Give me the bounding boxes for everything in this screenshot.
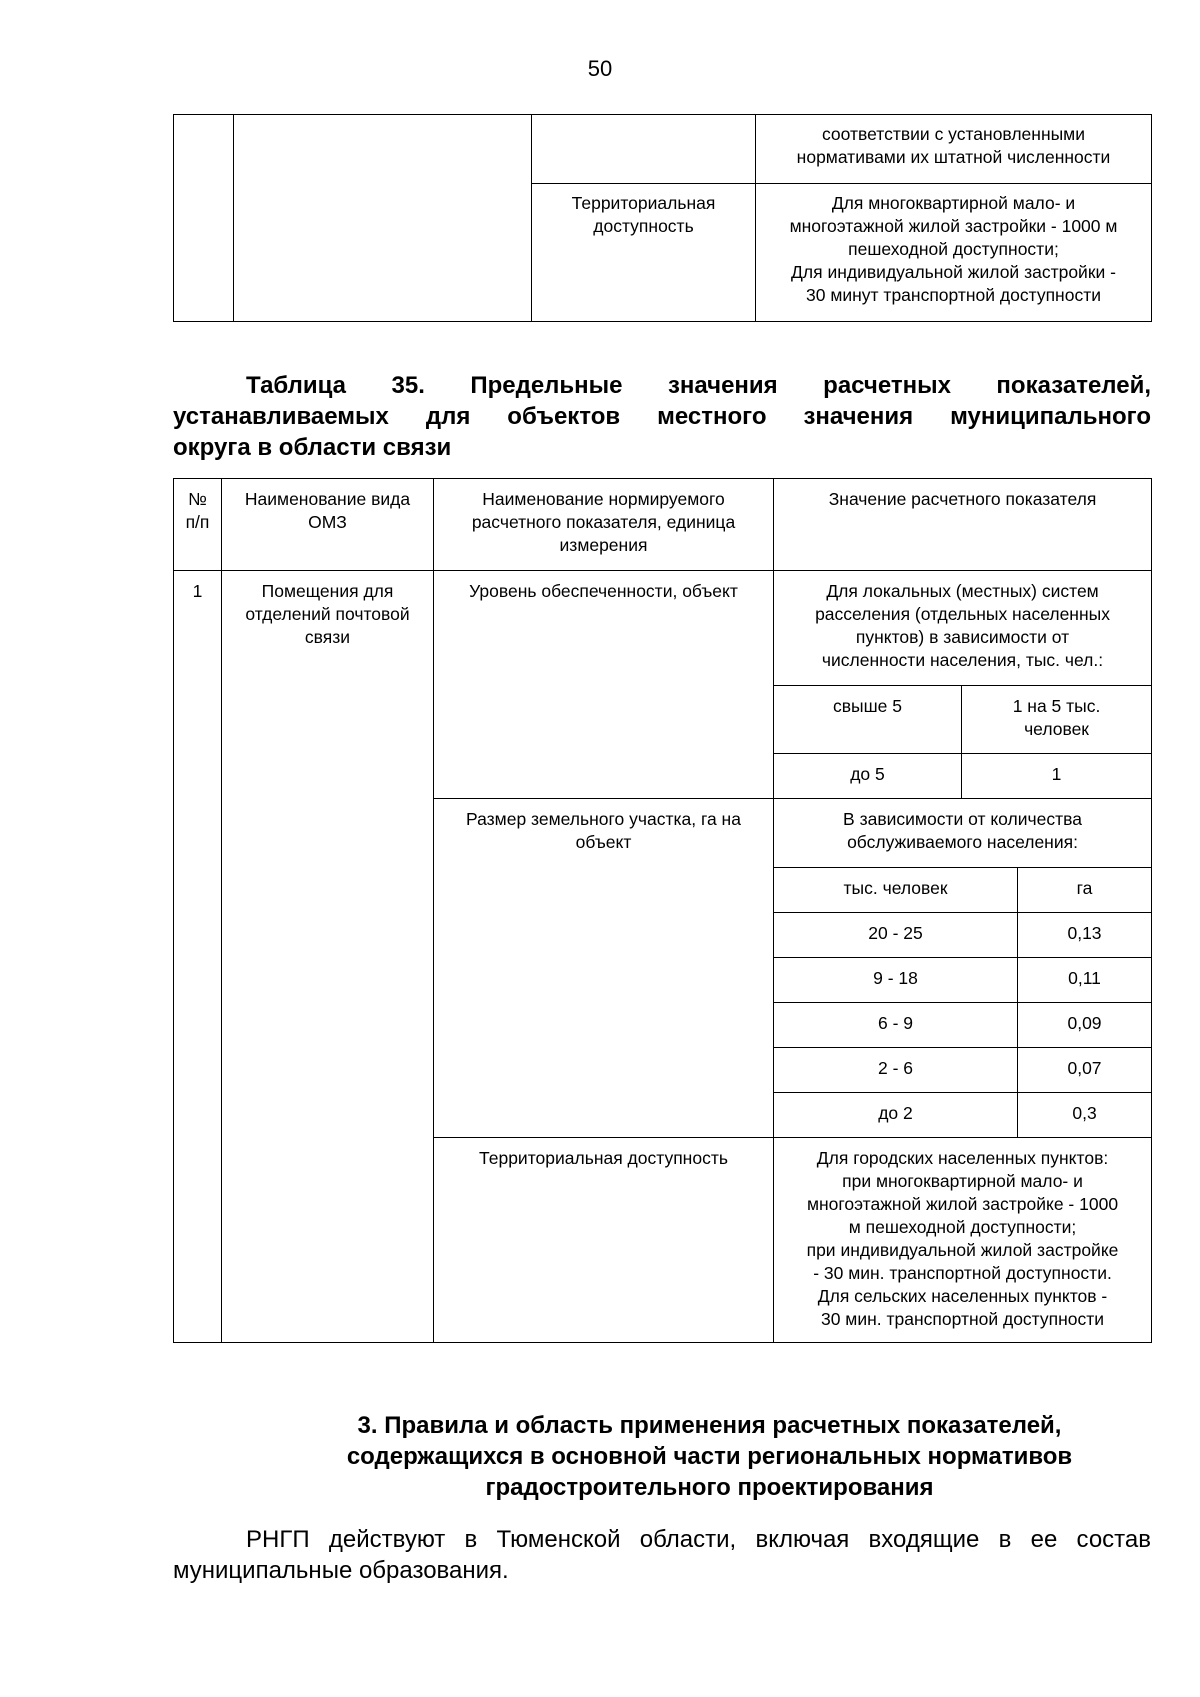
section-heading: 3. Правила и область применения расчетных показателей, содержащихся в основной части региональных нормативов градостроительного проектирования <box>346 1412 1073 1501</box>
land-range-cell: до 2 <box>774 1093 1018 1138</box>
page-number: 50 <box>587 56 613 81</box>
value-provision-intro: Для локальных (местных) систем расселения (отдельных населенных пунктов) в зависимости от численности населения, тыс. чел.: <box>774 571 1152 686</box>
land-col-header-population: тыс. человек <box>774 868 1018 913</box>
land-value-cell: 0,09 <box>1018 1003 1152 1048</box>
provision-value-cell: 1 <box>962 754 1152 799</box>
land-range-cell: 20 - 25 <box>774 913 1018 958</box>
land-value-cell: 0,13 <box>1018 913 1152 958</box>
land-range-cell: 9 - 18 <box>774 958 1018 1003</box>
land-value-cell: 0,07 <box>1018 1048 1152 1093</box>
provision-range-cell: свыше 5 <box>774 686 962 754</box>
table35-header-row <box>174 479 1152 571</box>
land-col-header-area: га <box>1018 868 1152 913</box>
cont-indicator-territorial: Территориальная доступность <box>532 184 756 322</box>
cont-num-cell <box>174 115 234 322</box>
land-value-cell: 0,11 <box>1018 958 1152 1003</box>
provision-value-cell: 1 на 5 тыс. человек <box>962 686 1152 754</box>
row-num: 1 <box>174 571 222 1343</box>
continuation-table <box>173 114 1152 322</box>
provision-range-cell: до 5 <box>774 754 962 799</box>
cont-value-cell-2: Для многоквартирной мало- и многоэтажной жилой застройки - 1000 м пешеходной доступности; Для индивидуальной жилой застройки - 30 минут транспортной доступности <box>756 184 1152 322</box>
header-omz: Наименование вида ОМЗ <box>222 479 434 571</box>
value-access: Для городских населенных пунктов: при многоквартирной мало- и многоэтажной жилой застройке - 1000 м пешеходной доступности; при индивидуальной жилой застройке - 30 мин. транспортной доступности. Для сельских населенных пунктов - 30 мин. транспортной доступности <box>774 1138 1152 1343</box>
row-omz: Помещения для отделений почтовой связи <box>222 571 434 1343</box>
header-indicator: Наименование нормируемого расчетного показателя, единица измерения <box>434 479 774 571</box>
land-range-cell: 2 - 6 <box>774 1048 1018 1093</box>
header-value: Значение расчетного показателя <box>774 479 1152 571</box>
indicator-provision: Уровень обеспеченности, объект <box>434 571 774 799</box>
table35-caption: Таблица 35. Предельные значения расчетных показателей, устанавливаемых для объектов местного значения муниципального округа в области связи <box>173 372 1151 461</box>
header-num: № п/п <box>174 479 222 571</box>
table35 <box>173 478 1152 1343</box>
body-paragraph: РНГП действуют в Тюменской области, включая входящие в ее состав муниципальные образования. <box>173 1526 1151 1584</box>
cont-value-cell-1: соответствии с установленными нормативами их штатной численности <box>756 115 1152 184</box>
indicator-land: Размер земельного участка, га на объект <box>434 799 774 1138</box>
cont-indicator-cell <box>532 115 756 184</box>
land-range-cell: 6 - 9 <box>774 1003 1018 1048</box>
cont-omz-cell <box>234 115 532 322</box>
land-value-cell: 0,3 <box>1018 1093 1152 1138</box>
value-land-intro: В зависимости от количества обслуживаемого населения: <box>774 799 1152 868</box>
indicator-access: Территориальная доступность <box>434 1138 774 1343</box>
